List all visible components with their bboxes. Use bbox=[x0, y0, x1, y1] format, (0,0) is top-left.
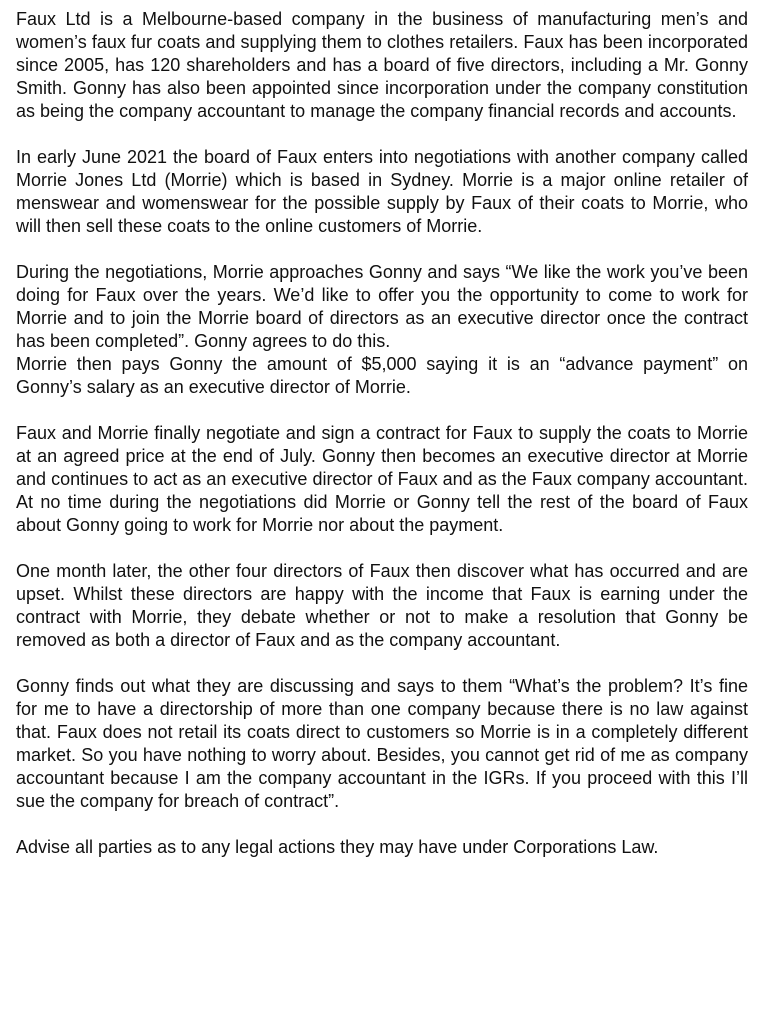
paragraph-advance-payment: Morrie then pays Gonny the amount of $5,000 saying it is an “advance payment” on Gonny’s salary as an executive director of Morrie. bbox=[16, 354, 748, 397]
paragraph-company-background: Faux Ltd is a Melbourne-based company in the business of manufacturing men’s and women’s faux fur coats and supplying them to clothes retailers. Faux has been incorporated since 2005, has 120 shareholders and has a board of five directors, including a Mr. Gonny Smith. Gonny has also been appointed since incorporation under the company constitution as being the company accountant to manage the company financial records and accounts. bbox=[16, 9, 748, 121]
paragraph-gonny-response: Gonny finds out what they are discussing and says to them “What’s the problem? It’s fine for me to have a directorship of more than one company because there is no law against that. Faux does not retail its coats direct to customers so Morrie is in a completely different market. So you have nothing to worry about. Besides, you cannot get rid of me as company accountant because I am the company accountant in the IGRs. If you proceed with this I’ll sue the company for breach of contract”. bbox=[16, 676, 748, 811]
paragraph-contract-signed: Faux and Morrie finally negotiate and sign a contract for Faux to supply the coats to Morrie at an agreed price at the end of July. Gonny then becomes an executive director at Morrie and continues to act as an executive director of Faux and as the Faux company accountant. At no time during the negotiations did Morrie or Gonny tell the rest of the board of Faux about Gonny going to work for Morrie nor about the payment. bbox=[16, 423, 748, 535]
paragraph-negotiations: In early June 2021 the board of Faux enters into negotiations with another company called Morrie Jones Ltd (Morrie) which is based in Sydney. Morrie is a major online retailer of menswear and womenswear for the possible supply by Faux of their coats to Morrie, who will then sell these coats to the online customers of Morrie. bbox=[16, 147, 748, 236]
paragraph-job-offer: During the negotiations, Morrie approaches Gonny and says “We like the work you’ve been doing for Faux over the years. We’d like to offer you the opportunity to come to work for Morrie and to join the Morrie board of directors as an executive director once the contract has been completed”. Gonny agrees to do this. bbox=[16, 262, 748, 351]
paragraph-directors-discover: One month later, the other four directors of Faux then discover what has occurred and are upset. Whilst these directors are happy with the income that Faux is earning under the contract with Morrie, they debate whether or not to make a resolution that Gonny be removed as both a director of Faux and as the company accountant. bbox=[16, 561, 748, 650]
paragraph-question: Advise all parties as to any legal actions they may have under Corporations Law. bbox=[16, 837, 659, 857]
